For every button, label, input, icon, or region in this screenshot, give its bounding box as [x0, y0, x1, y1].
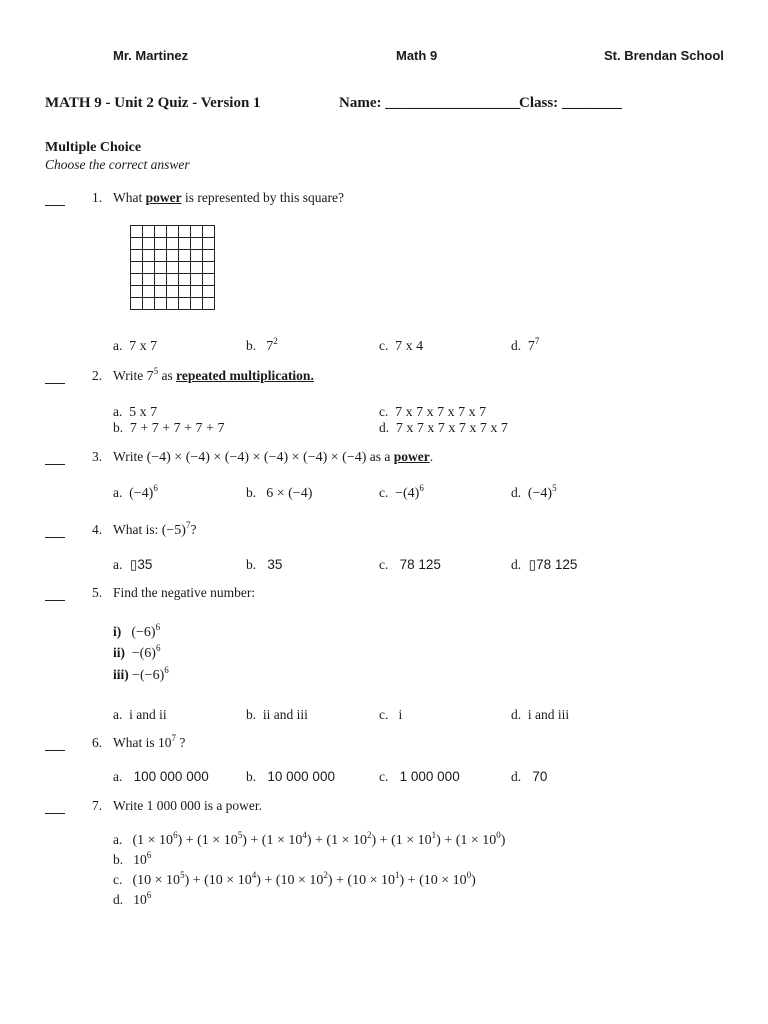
- grid-cell: [131, 250, 143, 262]
- question-6-text: What is $10^7$ ?: [113, 733, 186, 750]
- q3-option-c[interactable]: c. $-(4)^6$: [379, 483, 424, 501]
- q2-option-a[interactable]: a. 5 x 7: [113, 404, 158, 420]
- grid-cell: [179, 274, 191, 286]
- q2-option-c[interactable]: c. 7 x 7 x 7 x 7 x 7: [379, 404, 487, 420]
- grid-cell: [155, 262, 167, 274]
- question-4-number: 4.: [92, 522, 103, 537]
- quiz-title: MATH 9 - Unit 2 Quiz - Version 1: [45, 95, 261, 111]
- expanded-term: $(1 \times 10^6)$: [132, 830, 183, 848]
- grid-cell: [167, 238, 179, 250]
- grid-cell: [179, 286, 191, 298]
- question-2-number: 2.: [92, 368, 103, 383]
- q3-option-d[interactable]: d. $(-4)^5$: [511, 483, 557, 501]
- q5-item-iii: $iii) -(-6)^6$: [113, 665, 169, 683]
- grid-cell: [203, 298, 215, 310]
- answer-blank-2[interactable]: [45, 383, 65, 384]
- grid-cell: [191, 286, 203, 298]
- q7-option-b[interactable]: b. $10^6$: [113, 850, 152, 867]
- square-grid-figure: [130, 225, 215, 310]
- question-3-number: 3.: [92, 449, 103, 464]
- grid-cell: [191, 250, 203, 262]
- grid-cell: [167, 274, 179, 286]
- missing-glyph-icon: ▯: [528, 557, 537, 572]
- grid-cell: [167, 226, 179, 238]
- grid-row: [131, 274, 215, 286]
- q5-option-b[interactable]: b. ii and iii: [246, 707, 308, 722]
- section-instruction: Choose the correct answer: [45, 157, 190, 172]
- grid-cell: [191, 238, 203, 250]
- grid-row: [131, 262, 215, 274]
- q6-option-d[interactable]: d. 70: [511, 769, 548, 784]
- grid-cell: [155, 250, 167, 262]
- answer-blank-4[interactable]: [45, 537, 65, 538]
- q1-option-d[interactable]: d. $7^7$: [511, 336, 540, 354]
- expanded-term: $(1 \times 10^1)$: [391, 830, 441, 848]
- expanded-term: $(10 \times 10^0)$: [419, 870, 476, 888]
- answer-blank-7[interactable]: [45, 813, 65, 814]
- q6-option-a[interactable]: a. 100 000 000: [113, 769, 209, 784]
- q7-option-c-expression: $(10 \times 10^5) + (10 \times 10^4) + (10 \times 10^2) + (10 \times 10^1) + (10 \times 10^0)$: [132, 870, 476, 888]
- expanded-term: $(10 \times 10^2)$: [275, 870, 333, 888]
- question-5-number: 5.: [92, 585, 103, 600]
- grid-cell: [191, 226, 203, 238]
- expanded-term: $(10 \times 10^4)$: [204, 870, 261, 888]
- question-5-text: Find the negative number:: [113, 585, 256, 600]
- missing-glyph-icon: ▯: [129, 557, 138, 572]
- question-3-text: Write (−4) × (−4) × (−4) × (−4) × (−4) × (−4) as a power.: [113, 449, 434, 465]
- grid-cell: [143, 298, 155, 310]
- grid-cell: [143, 238, 155, 250]
- question-2-text: Write $7^5$ as repeated multiplication.: [113, 366, 314, 384]
- grid-cell: [191, 274, 203, 286]
- q4-option-a[interactable]: a. ▯35: [113, 557, 153, 572]
- q1-option-a[interactable]: a. 7 x 7: [113, 338, 158, 354]
- q1-option-c[interactable]: c. 7 x 4: [379, 338, 424, 354]
- expanded-term: $(10 \times 10^1)$: [347, 870, 405, 888]
- q7-option-a[interactable]: a. $(1 \times 10^6) + (1 \times 10^5) + (1 \times 10^4) + (1 \times 10^2) + (1 \times 10^1) + (1 \times 10^0)$: [113, 830, 506, 848]
- q5-item-ii: $ii) -(6)^6$: [113, 643, 161, 661]
- grid-cell: [191, 262, 203, 274]
- question-7-text: Write 1 000 000 is a power.: [113, 798, 263, 813]
- grid-cell: [143, 226, 155, 238]
- grid-cell: [143, 250, 155, 262]
- grid-cell: [203, 238, 215, 250]
- q5-option-a[interactable]: a. i and ii: [113, 707, 167, 722]
- q5-option-c[interactable]: c. i: [379, 707, 403, 722]
- grid-cell: [143, 262, 155, 274]
- q6-option-b[interactable]: b. 10 000 000: [246, 769, 335, 784]
- grid-cell: [167, 298, 179, 310]
- grid-cell: [155, 226, 167, 238]
- question-1-number: 1.: [92, 190, 103, 205]
- grid-cell: [131, 274, 143, 286]
- q7-option-d[interactable]: d. $10^6$: [113, 890, 152, 907]
- grid-cell: [131, 286, 143, 298]
- grid-cell: [143, 274, 155, 286]
- q4-option-b[interactable]: b. 35: [246, 557, 283, 572]
- grid-cell: [203, 286, 215, 298]
- question-6-number: 6.: [92, 735, 103, 750]
- q2-option-b[interactable]: b. 7 + 7 + 7 + 7 + 7: [113, 420, 225, 436]
- grid-cell: [179, 226, 191, 238]
- grid-cell: [167, 250, 179, 262]
- grid-row: [131, 250, 215, 262]
- question-7-number: 7.: [92, 798, 103, 813]
- grid-cell: [155, 238, 167, 250]
- grid-row: [131, 298, 215, 310]
- teacher-name: Mr. Martinez: [113, 48, 189, 63]
- answer-blank-5[interactable]: [45, 600, 65, 601]
- answer-blank-1[interactable]: [45, 205, 65, 206]
- expanded-term: $(1 \times 10^5)$: [197, 830, 247, 848]
- q3-option-b[interactable]: b. 6 × (−4): [246, 485, 313, 501]
- course-name: Math 9: [396, 48, 438, 63]
- q3-option-a[interactable]: a. $(-4)^6$: [113, 483, 158, 501]
- expanded-term: $(1 \times 10^4)$: [261, 830, 312, 848]
- grid-cell: [131, 226, 143, 238]
- grid-cell: [143, 286, 155, 298]
- grid-cell: [131, 238, 143, 250]
- grid-cell: [203, 250, 215, 262]
- grid-cell: [131, 298, 143, 310]
- grid-cell: [203, 274, 215, 286]
- grid-cell: [131, 262, 143, 274]
- grid-cell: [179, 298, 191, 310]
- expanded-term: $(1 \times 10^0)$: [455, 830, 506, 848]
- q7-option-a-expression: $(1 \times 10^6) + (1 \times 10^5) + (1 \times 10^4) + (1 \times 10^2) + (1 \times 10^1) + (1 \times 10^0)$: [132, 830, 506, 848]
- section-heading: Multiple Choice: [45, 140, 142, 155]
- grid-cell: [167, 262, 179, 274]
- grid-cell: [179, 250, 191, 262]
- grid-cell: [155, 274, 167, 286]
- grid-cell: [155, 298, 167, 310]
- grid-cell: [191, 298, 203, 310]
- grid-cell: [167, 286, 179, 298]
- question-1-text: What power is represented by this square?: [113, 190, 344, 205]
- grid-cell: [203, 226, 215, 238]
- answer-blank-6[interactable]: [45, 750, 65, 751]
- grid-row: [131, 238, 215, 250]
- name-field-label[interactable]: Name: __________________: [339, 95, 521, 111]
- expanded-term: $(1 \times 10^2)$: [326, 830, 377, 848]
- q4-option-c[interactable]: c. 78 125: [379, 557, 441, 572]
- q6-option-c[interactable]: c. 1 000 000: [379, 769, 460, 784]
- q5-item-i: i) $(-6)^6$: [113, 622, 161, 640]
- grid-cell: [179, 238, 191, 250]
- grid-cell: [155, 286, 167, 298]
- grid-row: [131, 286, 215, 298]
- question-4-text: What is: $(-5)^7$?: [113, 520, 197, 538]
- q4-option-d[interactable]: d. ▯78 125: [511, 557, 578, 572]
- grid-cell: [203, 262, 215, 274]
- class-field-label[interactable]: Class: ________: [519, 95, 622, 111]
- school-name: St. Brendan School: [604, 48, 724, 63]
- expanded-term: $(10 \times 10^5)$: [132, 870, 190, 888]
- grid-row: [131, 226, 215, 238]
- q5-option-d[interactable]: d. i and iii: [511, 707, 570, 722]
- q7-option-c[interactable]: c. $(10 \times 10^5) + (10 \times 10^4) + (10 \times 10^2) + (10 \times 10^1) + (10 \times 10^0)$: [113, 870, 476, 888]
- answer-blank-3[interactable]: [45, 464, 65, 465]
- grid-cell: [179, 262, 191, 274]
- q2-option-d[interactable]: d. 7 x 7 x 7 x 7 x 7 x 7: [379, 420, 508, 436]
- q1-option-b[interactable]: b. $7^2$: [246, 336, 278, 354]
